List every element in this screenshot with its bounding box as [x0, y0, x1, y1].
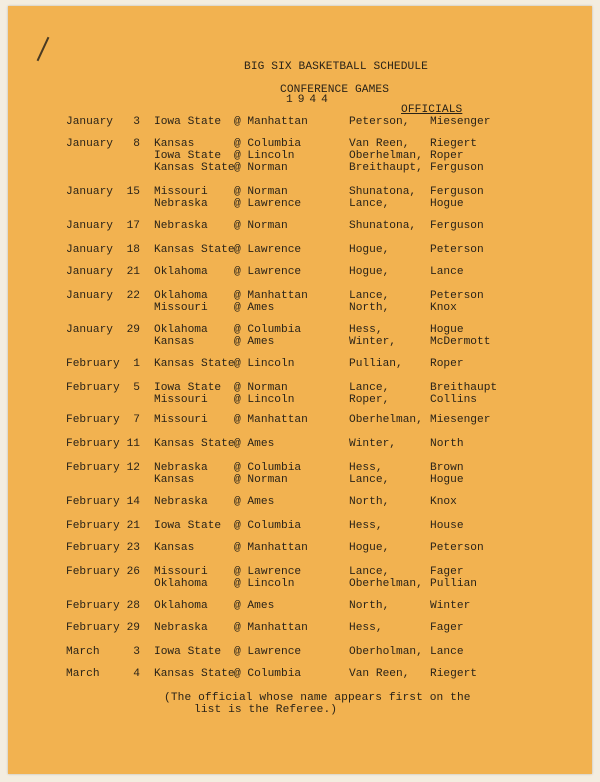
umpire: Riegert	[430, 668, 477, 680]
game-day: 18	[126, 244, 140, 256]
referee: Hess,	[349, 324, 383, 336]
game-month: February	[66, 462, 120, 474]
umpire: Roper	[430, 150, 464, 162]
referee: Shunatona,	[349, 220, 417, 232]
game-day: 21	[126, 266, 140, 278]
officials-header: OFFICIALS	[401, 104, 463, 116]
umpire: Peterson	[430, 542, 484, 554]
visiting-team: Kansas	[154, 542, 195, 554]
visiting-team: Iowa State	[154, 382, 222, 394]
game-month: February	[66, 622, 120, 634]
game-site: @ Norman	[234, 474, 288, 486]
game-month: February	[66, 600, 120, 612]
visiting-team: Oklahoma	[154, 324, 208, 336]
umpire: Winter	[430, 600, 471, 612]
game-site: @ Ames	[234, 336, 275, 348]
game-day: 29	[126, 622, 140, 634]
game-month: February	[66, 438, 120, 450]
referee: Lance,	[349, 474, 390, 486]
game-site: @ Manhattan	[234, 290, 308, 302]
game-month: January	[66, 186, 113, 198]
umpire: Ferguson	[430, 186, 484, 198]
umpire: Pullian	[430, 578, 477, 590]
referee: Hess,	[349, 462, 383, 474]
umpire: Knox	[430, 496, 457, 508]
visiting-team: Oklahoma	[154, 600, 208, 612]
referee: Winter,	[349, 336, 396, 348]
document-page	[8, 6, 592, 774]
game-site: @ Lawrence	[234, 266, 302, 278]
visiting-team: Missouri	[154, 414, 208, 426]
visiting-team: Missouri	[154, 566, 208, 578]
game-day: 1	[133, 358, 140, 370]
game-month: January	[66, 324, 113, 336]
game-month: February	[66, 414, 120, 426]
game-site: @ Lincoln	[234, 578, 295, 590]
game-month: March	[66, 646, 100, 658]
game-day: 17	[126, 220, 140, 232]
game-site: @ Ames	[234, 302, 275, 314]
umpire: North	[430, 438, 464, 450]
visiting-team: Nebraska	[154, 622, 208, 634]
visiting-team: Oklahoma	[154, 578, 208, 590]
visiting-team: Iowa State	[154, 116, 222, 128]
game-site: @ Columbia	[234, 520, 302, 532]
umpire: Miesenger	[430, 116, 491, 128]
game-day: 3	[133, 116, 140, 128]
game-month: February	[66, 496, 120, 508]
game-month: January	[66, 290, 113, 302]
umpire: Lance	[430, 646, 464, 658]
visiting-team: Kansas State	[154, 438, 235, 450]
game-day: 15	[126, 186, 140, 198]
referee: Breithaupt,	[349, 162, 423, 174]
visiting-team: Kansas State	[154, 162, 235, 174]
visiting-team: Kansas State	[154, 244, 235, 256]
document-title: BIG SIX BASKETBALL SCHEDULE	[244, 61, 428, 73]
visiting-team: Nebraska	[154, 220, 208, 232]
visiting-team: Missouri	[154, 186, 208, 198]
umpire: Collins	[430, 394, 477, 406]
game-day: 8	[133, 138, 140, 150]
visiting-team: Nebraska	[154, 462, 208, 474]
referee: Peterson,	[349, 116, 410, 128]
game-site: @ Ames	[234, 496, 275, 508]
umpire: Fager	[430, 622, 464, 634]
game-site: @ Columbia	[234, 138, 302, 150]
document-subtitle: CONFERENCE GAMES	[280, 84, 390, 96]
game-day: 14	[126, 496, 140, 508]
game-day: 22	[126, 290, 140, 302]
game-day: 28	[126, 600, 140, 612]
referee: Van Reen,	[349, 668, 410, 680]
referee: Pullian,	[349, 358, 403, 370]
visiting-team: Kansas State	[154, 358, 235, 370]
pencil-mark	[37, 37, 50, 61]
umpire: Ferguson	[430, 220, 484, 232]
game-site: @ Manhattan	[234, 622, 308, 634]
referee: Oberhelman,	[349, 578, 423, 590]
umpire: Hogue	[430, 474, 464, 486]
referee: Shunatona,	[349, 186, 417, 198]
game-site: @ Lawrence	[234, 198, 302, 210]
referee: Oberhelman,	[349, 150, 423, 162]
game-day: 29	[126, 324, 140, 336]
visiting-team: Kansas State	[154, 668, 235, 680]
game-site: @ Manhattan	[234, 542, 308, 554]
game-day: 4	[133, 668, 140, 680]
game-day: 26	[126, 566, 140, 578]
visiting-team: Kansas	[154, 138, 195, 150]
umpire: Ferguson	[430, 162, 484, 174]
visiting-team: Nebraska	[154, 496, 208, 508]
referee: Lance,	[349, 566, 390, 578]
referee: Lance,	[349, 382, 390, 394]
visiting-team: Kansas	[154, 474, 195, 486]
umpire: Roper	[430, 358, 464, 370]
game-month: January	[66, 244, 113, 256]
visiting-team: Oklahoma	[154, 290, 208, 302]
footnote-line-1: (The official whose name appears first on the	[164, 692, 471, 704]
referee: Hogue,	[349, 542, 390, 554]
game-month: January	[66, 266, 113, 278]
umpire: Peterson	[430, 290, 484, 302]
footnote-line-2: list is the Referee.)	[194, 704, 338, 716]
game-site: @ Norman	[234, 162, 288, 174]
referee: Oberhelman,	[349, 414, 423, 426]
referee: Hogue,	[349, 244, 390, 256]
game-month: January	[66, 138, 113, 150]
game-month: January	[66, 220, 113, 232]
umpire: Knox	[430, 302, 457, 314]
referee: Lance,	[349, 290, 390, 302]
referee: North,	[349, 600, 390, 612]
referee: Lance,	[349, 198, 390, 210]
referee: North,	[349, 496, 390, 508]
referee: Oberholman,	[349, 646, 423, 658]
referee: Hess,	[349, 520, 383, 532]
umpire: Hogue	[430, 198, 464, 210]
umpire: Brown	[430, 462, 464, 474]
referee: Hess,	[349, 622, 383, 634]
game-month: February	[66, 542, 120, 554]
game-site: @ Lincoln	[234, 394, 295, 406]
umpire: Peterson	[430, 244, 484, 256]
game-day: 12	[126, 462, 140, 474]
game-month: February	[66, 382, 120, 394]
game-day: 5	[133, 382, 140, 394]
visiting-team: Oklahoma	[154, 266, 208, 278]
umpire: Miesenger	[430, 414, 491, 426]
game-site: @ Lawrence	[234, 566, 302, 578]
visiting-team: Missouri	[154, 394, 208, 406]
referee: Van Reen,	[349, 138, 410, 150]
visiting-team: Kansas	[154, 336, 195, 348]
game-site: @ Norman	[234, 382, 288, 394]
game-site: @ Norman	[234, 220, 288, 232]
game-month: February	[66, 566, 120, 578]
umpire: Fager	[430, 566, 464, 578]
game-month: February	[66, 358, 120, 370]
game-site: @ Ames	[234, 438, 275, 450]
game-day: 3	[133, 646, 140, 658]
referee: North,	[349, 302, 390, 314]
umpire: McDermott	[430, 336, 491, 348]
game-day: 23	[126, 542, 140, 554]
visiting-team: Iowa State	[154, 646, 222, 658]
game-site: @ Lawrence	[234, 646, 302, 658]
game-day: 7	[133, 414, 140, 426]
game-month: February	[66, 520, 120, 532]
umpire: Lance	[430, 266, 464, 278]
game-site: @ Columbia	[234, 324, 302, 336]
game-site: @ Manhattan	[234, 116, 308, 128]
referee: Hogue,	[349, 266, 390, 278]
umpire: Hogue	[430, 324, 464, 336]
game-site: @ Lawrence	[234, 244, 302, 256]
game-site: @ Lincoln	[234, 358, 295, 370]
game-site: @ Columbia	[234, 462, 302, 474]
game-site: @ Lincoln	[234, 150, 295, 162]
visiting-team: Iowa State	[154, 150, 222, 162]
game-month: March	[66, 668, 100, 680]
visiting-team: Iowa State	[154, 520, 222, 532]
referee: Roper,	[349, 394, 390, 406]
referee: Winter,	[349, 438, 396, 450]
document-year: 1944	[286, 94, 333, 106]
game-site: @ Norman	[234, 186, 288, 198]
game-site: @ Ames	[234, 600, 275, 612]
umpire: Breithaupt	[430, 382, 498, 394]
game-site: @ Manhattan	[234, 414, 308, 426]
game-month: January	[66, 116, 113, 128]
visiting-team: Nebraska	[154, 198, 208, 210]
umpire: Riegert	[430, 138, 477, 150]
game-day: 11	[126, 438, 140, 450]
game-site: @ Columbia	[234, 668, 302, 680]
umpire: House	[430, 520, 464, 532]
game-day: 21	[126, 520, 140, 532]
visiting-team: Missouri	[154, 302, 208, 314]
